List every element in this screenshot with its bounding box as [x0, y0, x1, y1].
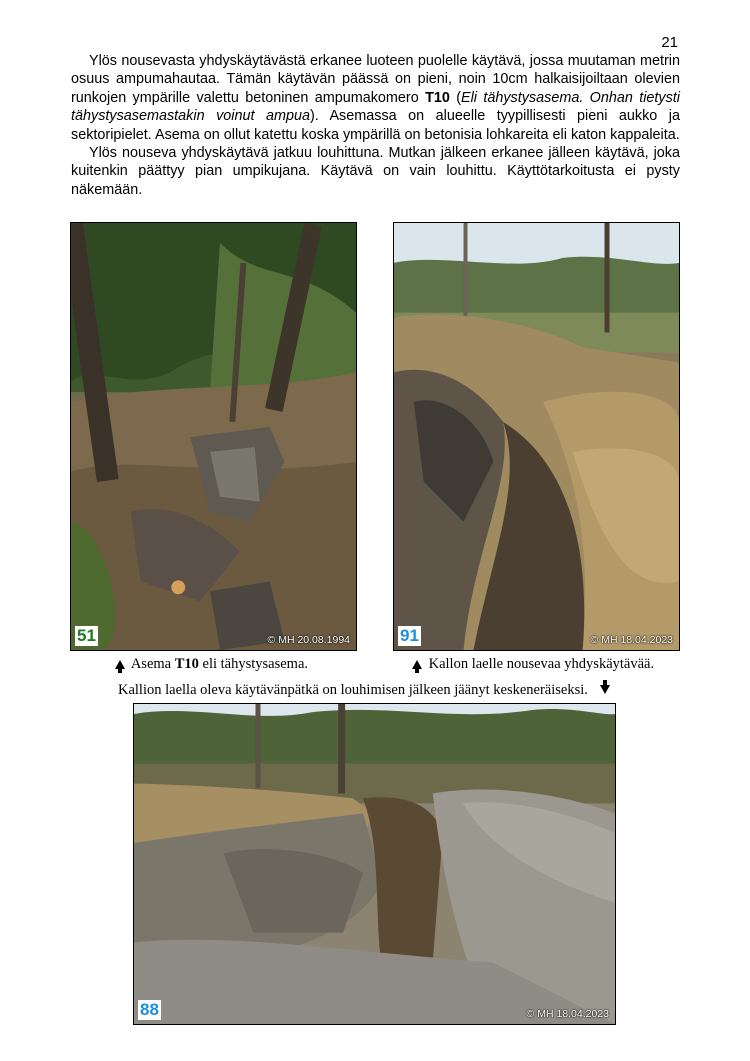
caption-51-code: T10: [174, 656, 199, 672]
p1-text-a: Ylös nousevasta yhdyskäytävästä erkanee luoteen puolelle käytävä, jossa muutaman metrin osuus ampumahautaa. Tämän käytävän päässä on pieni, noin 10cm halkaisijoiltaan olevien runkojen ympärille valettu betoninen ampumakomero: [71, 53, 680, 106]
caption-51-post: eli tähystysasema.: [198, 656, 309, 672]
arrow-up-icon: [412, 660, 422, 669]
paragraph-1: [71, 52, 680, 144]
photo-91-number: 91: [400, 626, 419, 645]
photo-88: [133, 703, 616, 1025]
arrow-up-icon: [115, 660, 125, 669]
photo-88-image: [134, 704, 615, 1024]
paragraph-2: [71, 144, 680, 199]
caption-88-text: Kallion laella oleva käytävänpätkä on louhimisen jälkeen jäänyt keskeneräiseksi.: [118, 682, 588, 698]
caption-51-pre: Asema: [130, 656, 175, 672]
caption-photo-51: [115, 656, 308, 673]
photo-91-copyright: © MH 18.04.2023: [590, 634, 673, 646]
photo-88-copyright: © MH 18.04.2023: [526, 1008, 609, 1020]
page-number: 21: [661, 34, 678, 51]
caption-91-text: Kallon laelle nousevaa yhdyskäytävää.: [428, 656, 655, 672]
arrow-down-icon: [600, 685, 610, 694]
body-text: [71, 52, 680, 199]
p1-station-code: T10: [425, 89, 450, 106]
caption-photo-91: [412, 656, 654, 673]
photo-91-image: [394, 223, 679, 650]
photo-51-image: [71, 223, 356, 650]
photo-51-copyright: © MH 20.08.1994: [267, 634, 350, 646]
p1-text-c: ). Asemassa on alueelle tyypillisesti pieni aukko ja sektoripielet. Asema on ollut katettu koska ympärillä on betonisia lohkareita eli katon kappaleita.: [71, 108, 681, 143]
photo-51: [70, 222, 357, 651]
photo-51-number: 51: [77, 626, 96, 645]
p1-text-b: (: [449, 89, 462, 106]
p1-italic-note: Eli tähystysasema. Onhan tietysti tähystysasemastakin voinut ampua: [71, 89, 680, 125]
caption-photo-88: [118, 682, 610, 699]
photo-88-number: 88: [140, 1000, 159, 1019]
p2-text: Ylös nouseva yhdyskäytävä jatkuu louhittuna. Mutkan jälkeen erkanee jälleen käytävä, joka kuitenkin päättyy pian umpikujana. Käytävä on vain louhittu. Käyttötarkoitusta ei pysty näkemään.: [71, 145, 680, 198]
photo-91: [393, 222, 680, 651]
